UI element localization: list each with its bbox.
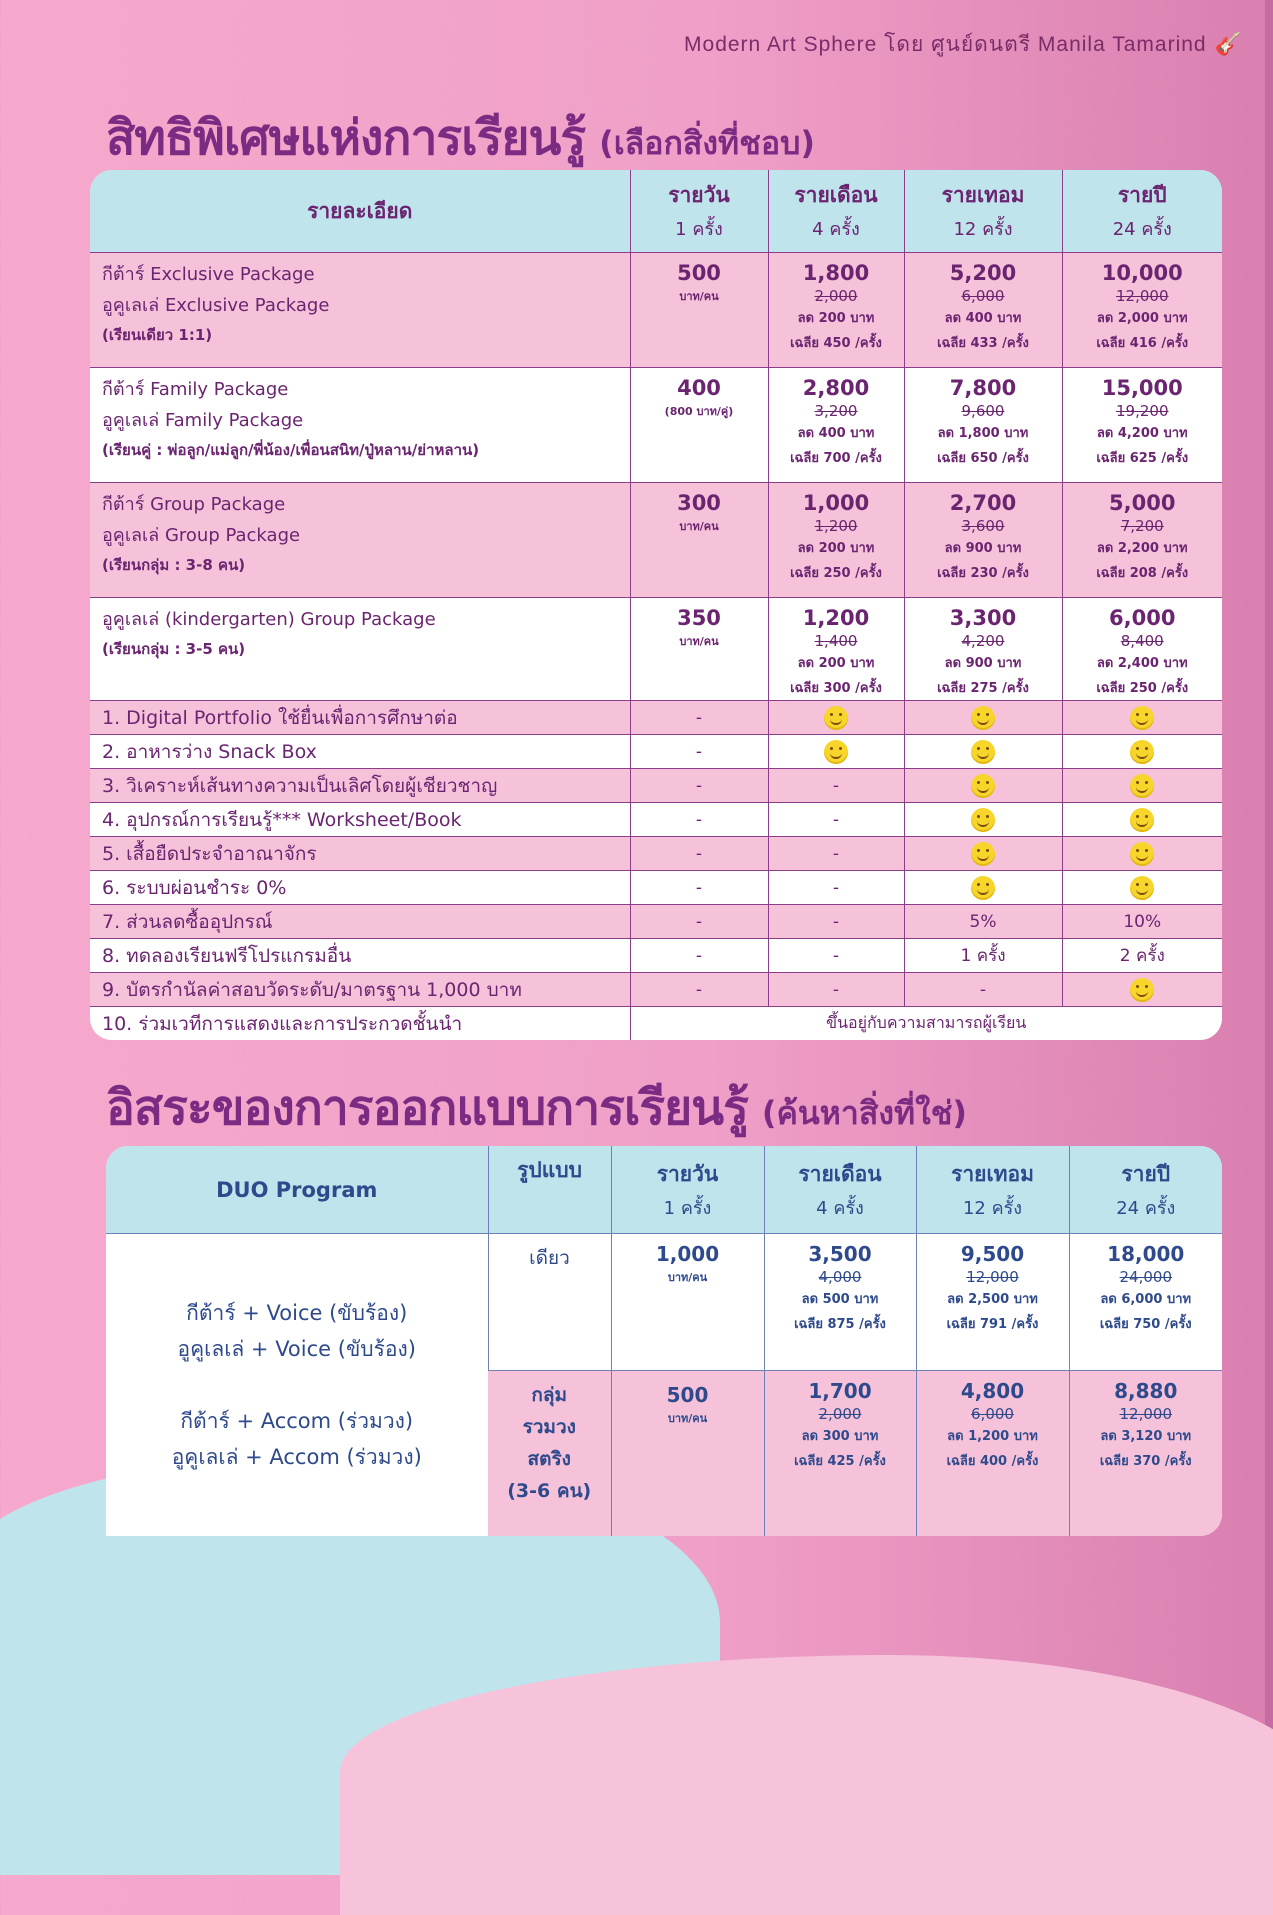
benefit-term-value: - [904,973,1062,1007]
benefit-row [90,701,1222,735]
benefit-term-cell [904,803,1062,837]
term-price-cell [904,368,1062,483]
benefit-yearly-cell [1062,837,1222,871]
price: 5,200 [949,261,1017,285]
average: เฉลีย 450 /ครั้ง [790,336,882,351]
average: เฉลีย 250 /ครั้ง [790,566,882,581]
daily-price-cell [611,1234,764,1371]
discount: ลด 300 บาท [801,1429,879,1444]
price: 3,500 [808,1242,872,1266]
smiley-icon [1130,706,1154,730]
header-main: รายเดือน [798,1161,882,1186]
benefit-label: 1. Digital Portfolio ใช้ยื่นเพื่อการศึกษาต่อ [90,701,630,735]
decorative-wave-pink [340,1655,1273,1915]
daily-price-cell [611,1371,764,1537]
monthly-price-cell [768,598,904,701]
benefit-label: 3. วิเคราะห์เส้นทางความเป็นเลิศโดยผู้เชียวชาญ [90,769,630,803]
discount: ลด 1,200 บาท [947,1429,1038,1444]
price: 1,000 [655,1242,720,1266]
benefit-term-cell [904,769,1062,803]
benefit-merged-value: ขึ้นอยู่กับความสามารถผู้เรียน [630,1007,1222,1041]
old-price: 7,200 [1120,517,1164,535]
page-edge-strip [1265,0,1273,1800]
header-sub: 1 ครั้ง [675,219,723,240]
brand-text: Modern Art Sphere โดย ศูนย์ดนตรี Manila Tamarind [684,33,1207,56]
program-line: กีต้าร์ + Voice (ขับร้อง) [186,1301,408,1325]
old-price: 3,600 [961,517,1005,535]
format-cell [488,1371,611,1537]
daily-price-cell [630,368,768,483]
price-unit: บาท/คน [679,520,719,533]
average: เฉลีย 700 /ครั้ง [790,451,882,466]
price-unit: บาท/คน [667,1271,708,1284]
benefit-row [90,803,1222,837]
old-price: 1,400 [814,632,858,650]
benefit-row [90,905,1222,939]
benefit-daily-value: - [630,701,768,735]
format-line: (3-6 คน) [507,1480,592,1502]
package-row-kindergarten [90,598,1222,701]
monthly-price-cell [768,483,904,598]
benefit-label: 5. เสื้อยืดประจำอาณาจักร [90,837,630,871]
price: 1,200 [802,606,870,630]
old-price: 9,600 [961,402,1005,420]
average: เฉลีย 625 /ครั้ง [1096,451,1189,466]
benefit-yearly-cell [1062,973,1222,1007]
discount: ลด 200 บาท [797,311,875,326]
discount: ลด 200 บาท [797,656,875,671]
header-details: รายละเอียด [90,170,630,253]
package-line: กีต้าร์ Family Package [102,379,289,400]
guitar-icon: 🎸 [1214,31,1243,56]
benefit-yearly-cell [1062,803,1222,837]
benefit-daily-value: - [630,735,768,769]
smiley-icon [1130,978,1154,1002]
smiley-icon [1130,808,1154,832]
smiley-icon [971,842,995,866]
header-main: รายวัน [656,1161,719,1186]
discount: ลด 900 บาท [944,541,1022,556]
privileges-table [90,170,1222,1040]
header-sub: 12 ครั้ง [962,1197,1023,1219]
format-cell [488,1234,611,1371]
daily-price-cell [630,598,768,701]
header-sub: 1 ครั้ง [663,1197,712,1219]
section2-title: อิสระของการออกแบบการเรียนรู้ [106,1080,748,1136]
smiley-icon [1130,774,1154,798]
header-sub: 24 ครั้ง [1116,1197,1176,1219]
price: 1,700 [808,1379,872,1403]
price: 300 [677,491,721,515]
header-main: รายปี [1117,183,1167,207]
package-line: กีต้าร์ Group Package [102,494,286,515]
price: 8,880 [1114,1379,1178,1403]
discount: ลด 2,500 บาท [947,1292,1038,1307]
benefit-daily-value: - [630,973,768,1007]
section2-heading [106,1070,967,1146]
discount: ลด 4,200 บาท [1096,426,1188,441]
discount: ลด 400 บาท [944,311,1022,326]
smiley-icon [971,740,995,764]
price: 350 [677,606,721,630]
package-name-cell [90,253,630,368]
package-note: (เรียนคู่ : พ่อลูก/แม่ลูก/พี่น้อง/เพื่อนสนิท/ปู่หลาน/ย่าหลาน) [102,441,480,459]
price: 1,000 [802,491,870,515]
header-yearly [1062,170,1222,253]
price: 7,800 [949,376,1017,400]
benefits-body [90,701,1222,1007]
old-price: 12,000 [1116,287,1169,305]
benefit-row [90,735,1222,769]
price: 15,000 [1101,376,1183,400]
discount: ลด 2,400 บาท [1096,656,1188,671]
benefit-daily-value: - [630,905,768,939]
section1-heading [106,100,815,176]
old-price: 4,200 [961,632,1005,650]
price-unit: (800 บาท/คู่) [664,405,734,418]
benefit-yearly-cell [1062,735,1222,769]
header-term [916,1146,1069,1234]
package-name-cell [90,368,630,483]
header-monthly [764,1146,916,1234]
benefit-monthly-value: - [768,769,904,803]
benefit-yearly-value: 10% [1062,905,1222,939]
average: เฉลีย 370 /ครั้ง [1099,1454,1192,1469]
section1-subtitle: (เลือกสิ่งที่ชอบ) [599,124,815,162]
term-price-cell [904,253,1062,368]
benefit-monthly-value: - [768,973,904,1007]
price: 18,000 [1107,1242,1185,1266]
package-line: อูคูเลเล่ Family Package [102,410,304,431]
price: 10,000 [1101,261,1183,285]
benefit-yearly-cell [1062,701,1222,735]
section2-subtitle: (ค้นหาสิ่งที่ใช่) [761,1094,968,1132]
price: 9,500 [960,1242,1025,1266]
section1-title: สิทธิพิเศษแห่งการเรียนรู้ [106,110,586,166]
price: 3,300 [949,606,1017,630]
smiley-icon [1130,842,1154,866]
discount: ลด 500 บาท [801,1292,879,1307]
benefit-term-cell [904,871,1062,905]
old-price: 6,000 [961,287,1005,305]
old-price: 19,200 [1116,402,1169,420]
old-price: 8,400 [1120,632,1164,650]
yearly-price-cell [1062,368,1222,483]
smiley-icon [971,774,995,798]
header-sub: 4 ครั้ง [816,1197,864,1219]
header-sub: 12 ครั้ง [953,219,1013,240]
average: เฉลีย 875 /ครั้ง [794,1317,886,1332]
program-line: อูคูเลเล่ + Accom (ร่วมวง) [171,1445,422,1469]
benefit-label: 9. บัตรกำนัลค่าสอบวัดระดับ/มาตรฐาน 1,000 บาท [90,973,630,1007]
discount: ลด 400 บาท [797,426,875,441]
discount: ลด 200 บาท [797,541,875,556]
benefit-term-cell [904,701,1062,735]
header-daily [630,170,768,253]
package-name-cell [90,483,630,598]
benefit-daily-value: - [630,871,768,905]
package-line: อูคูเลเล่ Exclusive Package [102,295,330,316]
smiley-icon [971,876,995,900]
benefit-monthly-value: - [768,837,904,871]
price-unit: บาท/คน [679,290,719,303]
benefit-yearly-cell [1062,769,1222,803]
header-main: รายปี [1121,1161,1171,1186]
header-format [488,1146,611,1234]
monthly-price-cell [768,253,904,368]
price: 5,000 [1109,491,1176,515]
benefit-row [90,871,1222,905]
price: 4,800 [960,1379,1025,1403]
table-header-row [106,1146,1222,1234]
average: เฉลีย 433 /ครั้ง [937,336,1029,351]
old-price: 1,200 [814,517,858,535]
benefit-label: 8. ทดลองเรียนฟรีโปรแกรมอื่น [90,939,630,973]
daily-price-cell [630,253,768,368]
average: เฉลีย 275 /ครั้ง [937,681,1029,696]
price: 2,700 [949,491,1017,515]
average: เฉลีย 750 /ครั้ง [1099,1317,1192,1332]
benefit-term-cell [904,735,1062,769]
old-price: 2,000 [818,1405,862,1423]
benefit-term-value: 1 ครั้ง [904,939,1062,973]
spacer [106,1367,488,1403]
benefit-daily-value: - [630,803,768,837]
yearly-price-cell [1062,253,1222,368]
benefit-label: 4. อุปกรณ์การเรียนรู้*** Worksheet/Book [90,803,630,837]
smiley-icon [824,706,848,730]
average: เฉลีย 791 /ครั้ง [946,1317,1039,1332]
benefit-label: 7. ส่วนลดซื้ออุปกรณ์ [90,905,630,939]
header-main: รายเดือน [794,183,878,207]
benefit-row [90,769,1222,803]
format-line: สตริง [527,1448,571,1470]
discount: ลด 2,000 บาท [1096,311,1188,326]
header-sub: 4 ครั้ง [812,219,860,240]
price: 2,800 [802,376,870,400]
package-line: อูคูเลเล่ Group Package [102,525,301,546]
benefit-label: 2. อาหารว่าง Snack Box [90,735,630,769]
benefit-row [90,939,1222,973]
old-price: 24,000 [1119,1268,1172,1286]
duo-program-table [106,1146,1222,1536]
program-line: กีต้าร์ + Accom (ร่วมวง) [180,1409,414,1433]
benefit-label: 10. ร่วมเวทีการแสดงและการประกวดชั้นนำ [90,1007,630,1041]
header-main: รูปแบบ [517,1158,582,1182]
benefit-row [90,837,1222,871]
header-yearly [1069,1146,1222,1234]
benefit-monthly-value: - [768,803,904,837]
average: เฉลีย 400 /ครั้ง [946,1454,1039,1469]
term-price-cell [904,598,1062,701]
price: 500 [666,1383,709,1407]
brand-header [684,28,1243,61]
benefit-yearly-value: 2 ครั้ง [1062,939,1222,973]
yearly-price-cell [1069,1234,1222,1371]
old-price: 6,000 [971,1405,1014,1423]
smiley-icon [971,808,995,832]
price: 500 [677,261,721,285]
average: เฉลีย 650 /ครั้ง [937,451,1029,466]
price: 6,000 [1109,606,1176,630]
discount: ลด 900 บาท [944,656,1022,671]
benefit-term-cell [904,837,1062,871]
old-price: 12,000 [1119,1405,1172,1423]
average: เฉลีย 250 /ครั้ง [1096,681,1189,696]
package-note: (เรียนเดียว 1:1) [102,326,213,344]
yearly-price-cell [1069,1371,1222,1537]
smiley-icon [824,740,848,764]
average: เฉลีย 230 /ครั้ง [937,566,1029,581]
package-row-group [90,483,1222,598]
benefit-monthly-cell [768,735,904,769]
monthly-price-cell [764,1371,916,1537]
header-duo-program: DUO Program [106,1146,488,1234]
monthly-price-cell [764,1234,916,1371]
average: เฉลีย 416 /ครั้ง [1096,336,1189,351]
benefit-daily-value: - [630,837,768,871]
header-daily [611,1146,764,1234]
header-monthly [768,170,904,253]
format-line: รวมวง [522,1416,576,1438]
package-row-exclusive [90,253,1222,368]
discount: ลด 2,200 บาท [1096,541,1188,556]
term-price-cell [904,483,1062,598]
price-unit: บาท/คน [667,1412,708,1425]
average: เฉลีย 208 /ครั้ง [1096,566,1189,581]
table-header-row [90,170,1222,253]
duo-row-single [106,1234,1222,1371]
old-price: 3,200 [814,402,858,420]
duo-program-names [106,1234,488,1537]
discount: ลด 1,800 บาท [937,426,1029,441]
header-sub: 24 ครั้ง [1112,219,1172,240]
header-main: รายเทอม [951,1161,1034,1186]
package-name-cell [90,598,630,701]
format-line: กลุ่ม [531,1384,568,1406]
package-note: (เรียนกลุ่ม : 3-8 คน) [102,556,246,574]
benefit-yearly-cell [1062,871,1222,905]
yearly-price-cell [1062,598,1222,701]
package-line: กีต้าร์ Exclusive Package [102,264,315,285]
price: 1,800 [802,261,870,285]
benefit-term-value: 5% [904,905,1062,939]
benefit-daily-value: - [630,769,768,803]
package-note: (เรียนกลุ่ม : 3-5 คน) [102,640,246,658]
program-line: อูคูเลเล่ + Voice (ขับร้อง) [177,1337,416,1361]
header-main: รายเทอม [941,183,1025,207]
discount: ลด 3,120 บาท [1100,1429,1192,1444]
term-price-cell [916,1234,1069,1371]
yearly-price-cell [1062,483,1222,598]
smiley-icon [1130,876,1154,900]
average: เฉลีย 300 /ครั้ง [790,681,882,696]
smiley-icon [1130,740,1154,764]
benefit-monthly-value: - [768,871,904,905]
header-main: รายวัน [668,183,730,207]
benefit-monthly-value: - [768,905,904,939]
benefit-monthly-value: - [768,939,904,973]
price: 400 [677,376,721,400]
benefit-row-last [90,1007,1222,1041]
old-price: 4,000 [818,1268,862,1286]
monthly-price-cell [768,368,904,483]
package-line: อูคูเลเล่ (kindergarten) Group Package [102,609,436,630]
benefit-daily-value: - [630,939,768,973]
benefit-label: 6. ระบบผ่อนชำระ 0% [90,871,630,905]
old-price: 12,000 [966,1268,1019,1286]
smiley-icon [971,706,995,730]
package-row-family [90,368,1222,483]
format-line: เดียว [529,1247,570,1269]
average: เฉลีย 425 /ครั้ง [794,1454,886,1469]
daily-price-cell [630,483,768,598]
old-price: 2,000 [814,287,858,305]
price-unit: บาท/คน [679,635,719,648]
benefit-row [90,973,1222,1007]
discount: ลด 6,000 บาท [1100,1292,1192,1307]
term-price-cell [916,1371,1069,1537]
benefit-monthly-cell [768,701,904,735]
header-term [904,170,1062,253]
